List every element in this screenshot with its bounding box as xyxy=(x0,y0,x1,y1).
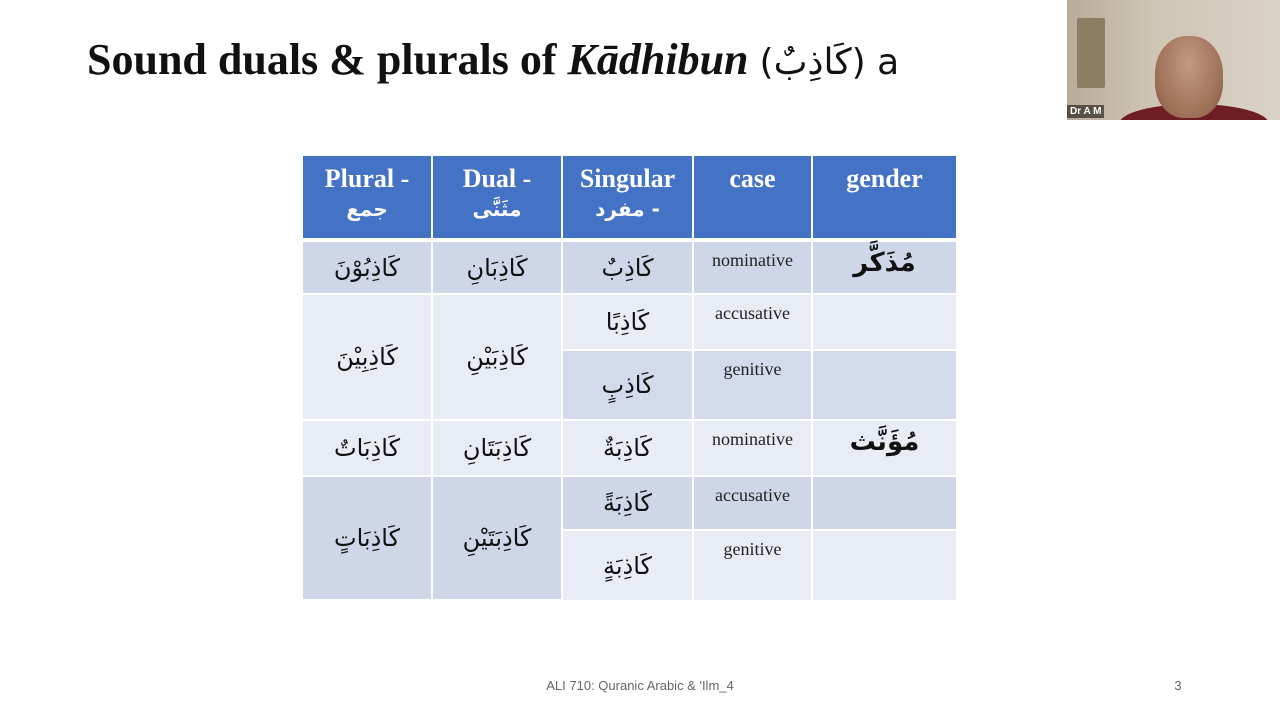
cell-fem-gen-case: genitive xyxy=(693,530,812,600)
masc-nom-singular: كَاذِبٌ xyxy=(601,253,654,282)
cell-fem-obl-plural xyxy=(303,476,432,600)
participant-name-label: Dr A M xyxy=(1067,105,1104,118)
header-gender xyxy=(812,156,956,240)
masc-nom-dual: كَاذِبَانِ xyxy=(466,253,528,282)
table-header-row xyxy=(303,156,956,240)
header-case xyxy=(693,156,812,240)
cell-fem-gen-singular xyxy=(562,530,693,600)
cell-fem-acc-singular xyxy=(562,476,693,530)
fem-gen-singular: كَاذِبَةٍ xyxy=(603,551,652,580)
background-frame xyxy=(1077,18,1105,88)
cell-masc-obl-plural xyxy=(303,294,432,420)
masc-acc-singular: كَاذِبًا xyxy=(605,308,650,336)
masc-gen-singular: كَاذِبٍ xyxy=(601,371,654,399)
webcam-video-tile[interactable] xyxy=(1067,0,1280,120)
cell-fem-nom-singular xyxy=(562,420,693,476)
header-dual-label: Dual - xyxy=(462,164,532,193)
feminine-label: مُؤَنَّث xyxy=(849,427,920,457)
cell-fem-acc-case: accusative xyxy=(693,476,812,530)
cell-fem-nom-plural xyxy=(303,420,432,476)
fem-obl-plural: كَاذِبَاتٍ xyxy=(333,524,400,552)
header-plural-arabic: جمع xyxy=(346,197,388,221)
cell-masc-acc-singular xyxy=(562,294,693,350)
cell-masc-nom-singular xyxy=(562,240,693,294)
presenter-face xyxy=(1155,36,1223,118)
cell-masc-acc-case: accusative xyxy=(693,294,812,350)
masc-obl-plural: كَاذِبِيْنَ xyxy=(336,343,398,371)
cell-masc-nom-dual xyxy=(432,240,562,294)
table-row-masc-accusative xyxy=(303,294,956,350)
table-row-fem-nominative xyxy=(303,420,956,476)
fem-nom-dual: كَاذِبَتَانِ xyxy=(462,434,532,462)
fem-obl-dual: كَاذِبَتَيْنِ xyxy=(462,524,532,552)
cell-masc-gen-singular xyxy=(562,350,693,420)
declension-table xyxy=(303,156,956,601)
header-plural xyxy=(303,156,432,240)
cell-masc-nom-case: nominative xyxy=(693,240,812,294)
slide-footer: ALI 710: Quranic Arabic & 'Ilm_4 xyxy=(546,678,734,693)
header-dual-arabic: مثَنَّى xyxy=(472,197,522,221)
fem-nom-plural: كَاذِبَاتٌ xyxy=(333,434,400,462)
cell-masc-nom-plural xyxy=(303,240,432,294)
table-row-masc-nominative xyxy=(303,240,956,294)
cell-masc-gen-case: genitive xyxy=(693,350,812,420)
header-plural-label: Plural - xyxy=(324,164,410,193)
cell-masc-gender xyxy=(812,240,956,294)
slide-title xyxy=(87,30,899,90)
cell-fem-gender xyxy=(812,420,956,476)
masc-nom-plural: كَاذِبُوْنَ xyxy=(333,253,401,282)
masc-obl-dual: كَاذِبَيْنِ xyxy=(466,343,528,371)
fem-nom-singular: كَاذِبَةٌ xyxy=(603,434,652,462)
title-prefix: Sound duals & plurals of xyxy=(87,35,568,84)
cell-fem-acc-gender-empty xyxy=(812,476,956,530)
header-gender-label: gender xyxy=(846,164,923,193)
table-row-fem-accusative xyxy=(303,476,956,530)
cell-fem-nom-case: nominative xyxy=(693,420,812,476)
fem-acc-singular: كَاذِبَةً xyxy=(603,489,652,517)
cell-fem-nom-dual xyxy=(432,420,562,476)
header-dual xyxy=(432,156,562,240)
cell-masc-obl-dual xyxy=(432,294,562,420)
cell-masc-acc-gender-empty xyxy=(812,294,956,350)
cell-fem-obl-dual xyxy=(432,476,562,600)
header-singular xyxy=(562,156,693,240)
cell-fem-gen-gender-empty xyxy=(812,530,956,600)
cell-masc-gen-gender-empty xyxy=(812,350,956,420)
slide-page-number: 3 xyxy=(1174,678,1182,693)
header-case-label: case xyxy=(729,164,776,193)
header-singular-label: Singular xyxy=(579,164,676,193)
title-arabic: (كَاذِبٌ) a xyxy=(759,42,900,83)
title-italic: Kādhibun xyxy=(567,35,749,84)
header-singular-arabic: مفرد - xyxy=(595,197,660,221)
masculine-label: مُذَكَّر xyxy=(853,248,916,278)
